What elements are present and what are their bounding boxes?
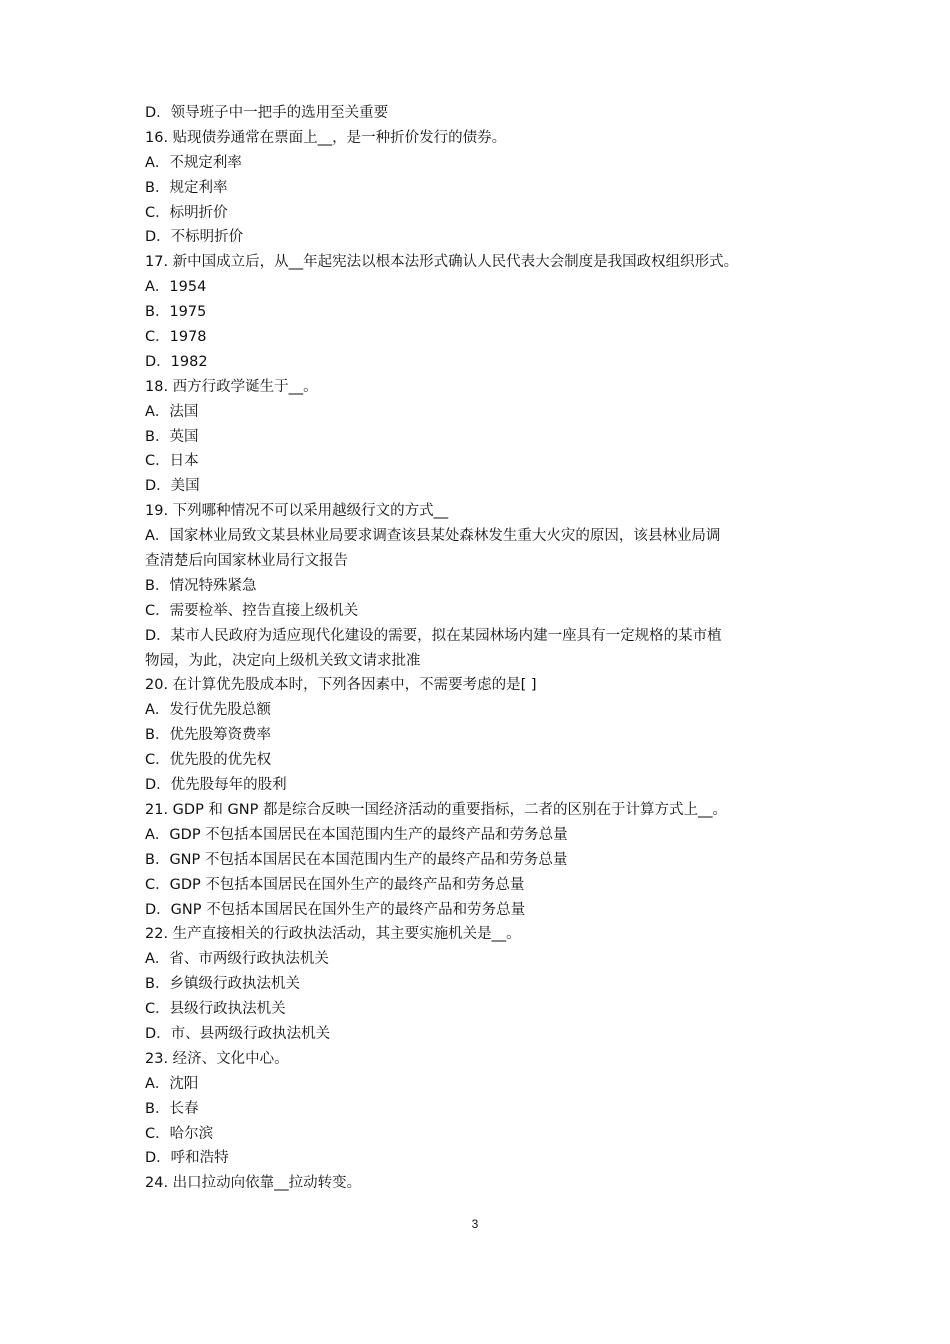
question-22: 22. 生产直接相关的行政执法活动，其主要实施机关是__。 <box>145 926 521 943</box>
question-21: 21. GDP 和 GNP 都是综合反映一国经济活动的重要指标，二者的区别在于计算方式上__。 <box>145 801 727 818</box>
option-line-continued: 物园，为此，决定向上级机关致文请求批准 <box>145 652 421 669</box>
option-line: D．优先股每年的股利 <box>145 777 287 794</box>
question-24: 24. 出口拉动向依靠__拉动转变。 <box>145 1175 362 1192</box>
option-line: D．呼和浩特 <box>145 1150 229 1167</box>
option-line: A．沈阳 <box>145 1075 199 1092</box>
question-19: 19. 下列哪种情况不可以采用越级行文的方式__ <box>145 503 449 520</box>
question-list <box>145 101 825 1196</box>
option-line-continued: 查清楚后向国家林业局行文报告 <box>145 553 348 570</box>
option-line: B．英国 <box>145 428 199 445</box>
option-line: C．日本 <box>145 453 199 470</box>
option-line: A．发行优先股总额 <box>145 702 271 719</box>
option-line: B．情况特殊紧急 <box>145 577 257 594</box>
option-line: D．不标明折价 <box>145 229 244 246</box>
option-line: B．乡镇级行政执法机关 <box>145 976 300 993</box>
question-23: 23. 经济、文化中心。 <box>145 1050 289 1067</box>
option-line: C．标明折价 <box>145 204 228 221</box>
text-line: D．领导班子中一把手的选用至关重要 <box>145 105 389 121</box>
option-line: D．GNP 不包括本国居民在国外生产的最终产品和劳务总量 <box>145 901 526 918</box>
option-line: C．1978 <box>145 329 207 346</box>
question-18: 18. 西方行政学诞生于__。 <box>145 378 318 395</box>
option-line: A．1954 <box>145 279 207 296</box>
option-line: B．GNP 不包括本国居民在本国范围内生产的最终产品和劳务总量 <box>145 851 568 868</box>
option-line: C．县级行政执法机关 <box>145 1001 286 1018</box>
option-line: A．不规定利率 <box>145 154 242 171</box>
question-20: 20. 在计算优先股成本时，下列各因素中，不需要考虑的是[ ] <box>145 677 537 694</box>
page-number: 3 <box>471 1217 479 1231</box>
option-line: D．1982 <box>145 353 208 370</box>
option-line: A．省、市两级行政执法机关 <box>145 951 329 968</box>
option-line: C．优先股的优先权 <box>145 752 272 769</box>
option-line: A．国家林业局致文某县林业局要求调查该县某处森林发生重大火灾的原因，该县林业局调 <box>145 528 721 545</box>
option-line: B．1975 <box>145 304 207 321</box>
option-line: D．美国 <box>145 478 200 495</box>
option-line: C．GDP 不包括本国居民在国外生产的最终产品和劳务总量 <box>145 876 525 893</box>
option-line: B．规定利率 <box>145 179 228 196</box>
option-line: C．需要检举、控告直接上级机关 <box>145 602 359 619</box>
option-line: A．法国 <box>145 403 199 420</box>
option-line: C．哈尔滨 <box>145 1125 214 1142</box>
question-17: 17. 新中国成立后，从__年起宪法以根本法形式确认人民代表大会制度是我国政权组织形式。 <box>145 254 739 271</box>
option-line: D．市、县两级行政执法机关 <box>145 1025 331 1042</box>
option-line: A．GDP 不包括本国居民在本国范围内生产的最终产品和劳务总量 <box>145 826 568 843</box>
option-line: B．优先股筹资费率 <box>145 727 271 744</box>
question-16: 16. 贴现债券通常在票面上__，是一种折价发行的债券。 <box>145 129 507 146</box>
option-line: B．长春 <box>145 1100 199 1117</box>
option-line: D．某市人民政府为适应现代化建设的需要，拟在某园林场内建一座具有一定规格的某市植 <box>145 627 722 644</box>
